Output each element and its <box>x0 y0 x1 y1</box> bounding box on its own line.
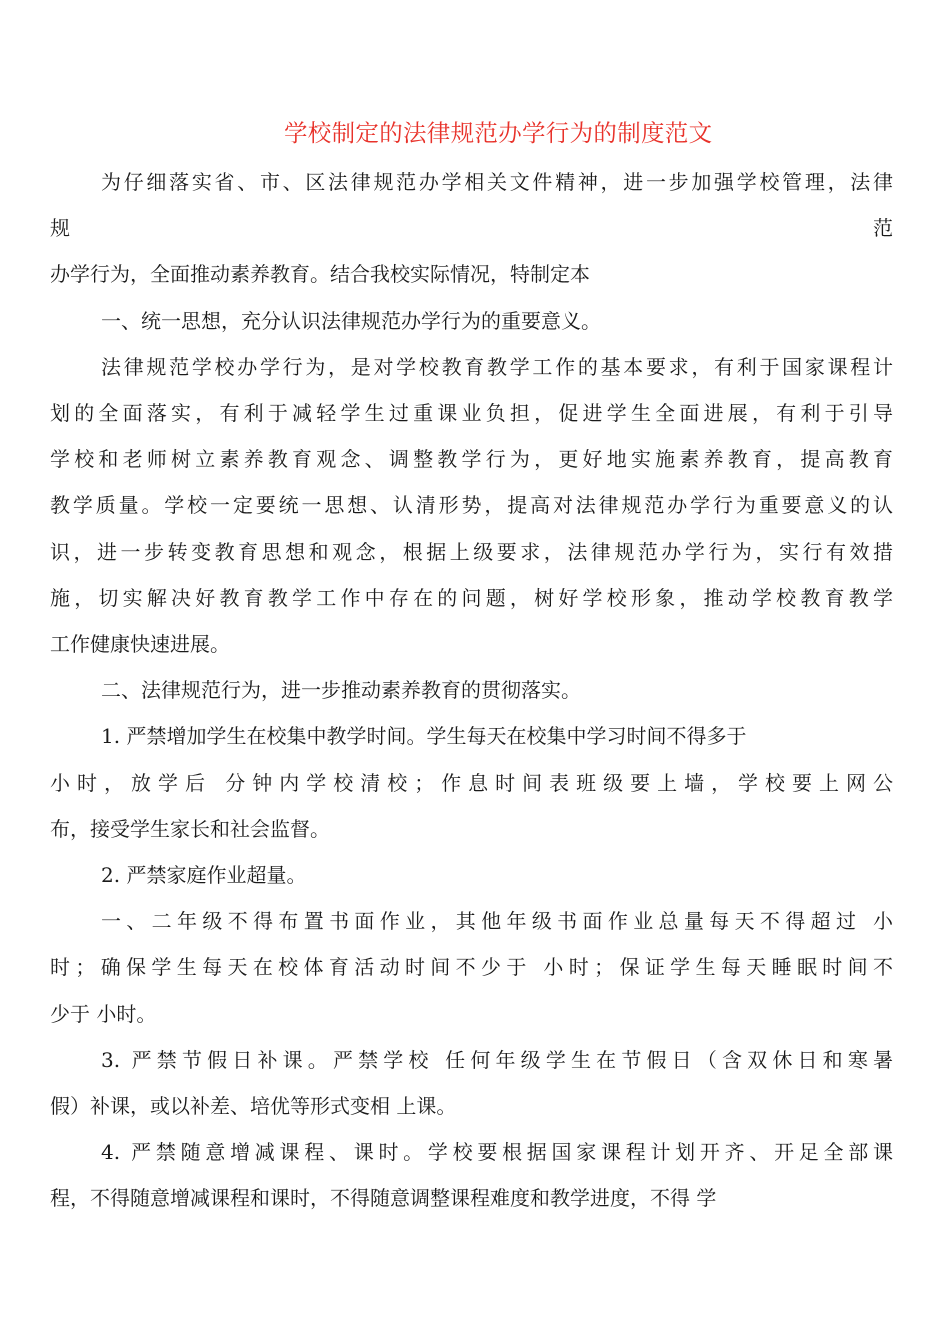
paragraph-line: 识，进一步转变教育思想和观念，根据上级要求，法律规范办学行为，实行有效措 <box>50 540 893 564</box>
paragraph-line-start: 规 <box>50 216 70 240</box>
paragraph-line: 法律规范学校办学行为，是对学校教育教学工作的基本要求，有利于国家课程计 <box>101 355 893 379</box>
list-item-line: 2. 严禁家庭作业超量。 <box>101 863 307 887</box>
list-item-line: 4. 严禁随意增减课程、课时。学校要根据国家课程计划开齐、开足全部课 <box>101 1140 893 1164</box>
paragraph-line: 布，接受学生家长和社会监督。 <box>50 817 330 841</box>
paragraph-line: 程，不得随意增减课程和课时，不得随意调整课程难度和教学进度，不得 学 <box>50 1186 717 1210</box>
list-item-line: 1. 严禁增加学生在校集中教学时间。学生每天在校集中学习时间不得多于 <box>101 724 747 748</box>
section-heading: 二、法律规范行为，进一步推动素养教育的贯彻落实。 <box>101 678 581 702</box>
paragraph-line: 小时，放学后 分钟内学校清校；作息时间表班级要上墙，学校要上网公 <box>50 771 893 795</box>
paragraph-line: 教学质量。学校一定要统一思想、认清形势，提高对法律规范办学行为重要意义的认 <box>50 493 893 517</box>
section-heading: 一、统一思想，充分认识法律规范办学行为的重要意义。 <box>101 309 601 333</box>
paragraph-line: 时；确保学生每天在校体育活动时间不少于 小时；保证学生每天睡眠时间不 <box>50 955 893 979</box>
paragraph-line: 为仔细落实省、市、区法律规范办学相关文件精神，进一步加强学校管理，法律 <box>101 170 893 194</box>
paragraph-line: 办学行为，全面推动素养教育。结合我校实际情况，特制定本 <box>50 262 590 286</box>
paragraph-line: 工作健康快速进展。 <box>50 632 230 656</box>
paragraph-line-end: 范 <box>873 216 893 240</box>
paragraph-line: 一、二年级不得布置书面作业，其他年级书面作业总量每天不得超过 小 <box>101 909 893 933</box>
list-item-line: 3. 严禁节假日补课。严禁学校 任何年级学生在节假日（含双休日和寒暑 <box>101 1048 893 1072</box>
paragraph-line: 假）补课，或以补差、培优等形式变相 上课。 <box>50 1094 457 1118</box>
paragraph-line: 施，切实解决好教育教学工作中存在的问题，树好学校形象，推动学校教育教学 <box>50 586 893 610</box>
paragraph-line: 少于 小时。 <box>50 1002 157 1026</box>
paragraph-line: 划的全面落实，有利于减轻学生过重课业负担，促进学生全面进展，有利于引导 <box>50 401 893 425</box>
document-title: 学校制定的法律规范办学行为的制度范文 <box>284 119 713 147</box>
paragraph-line: 学校和老师树立素养教育观念、调整教学行为，更好地实施素养教育，提高教育 <box>50 447 893 471</box>
